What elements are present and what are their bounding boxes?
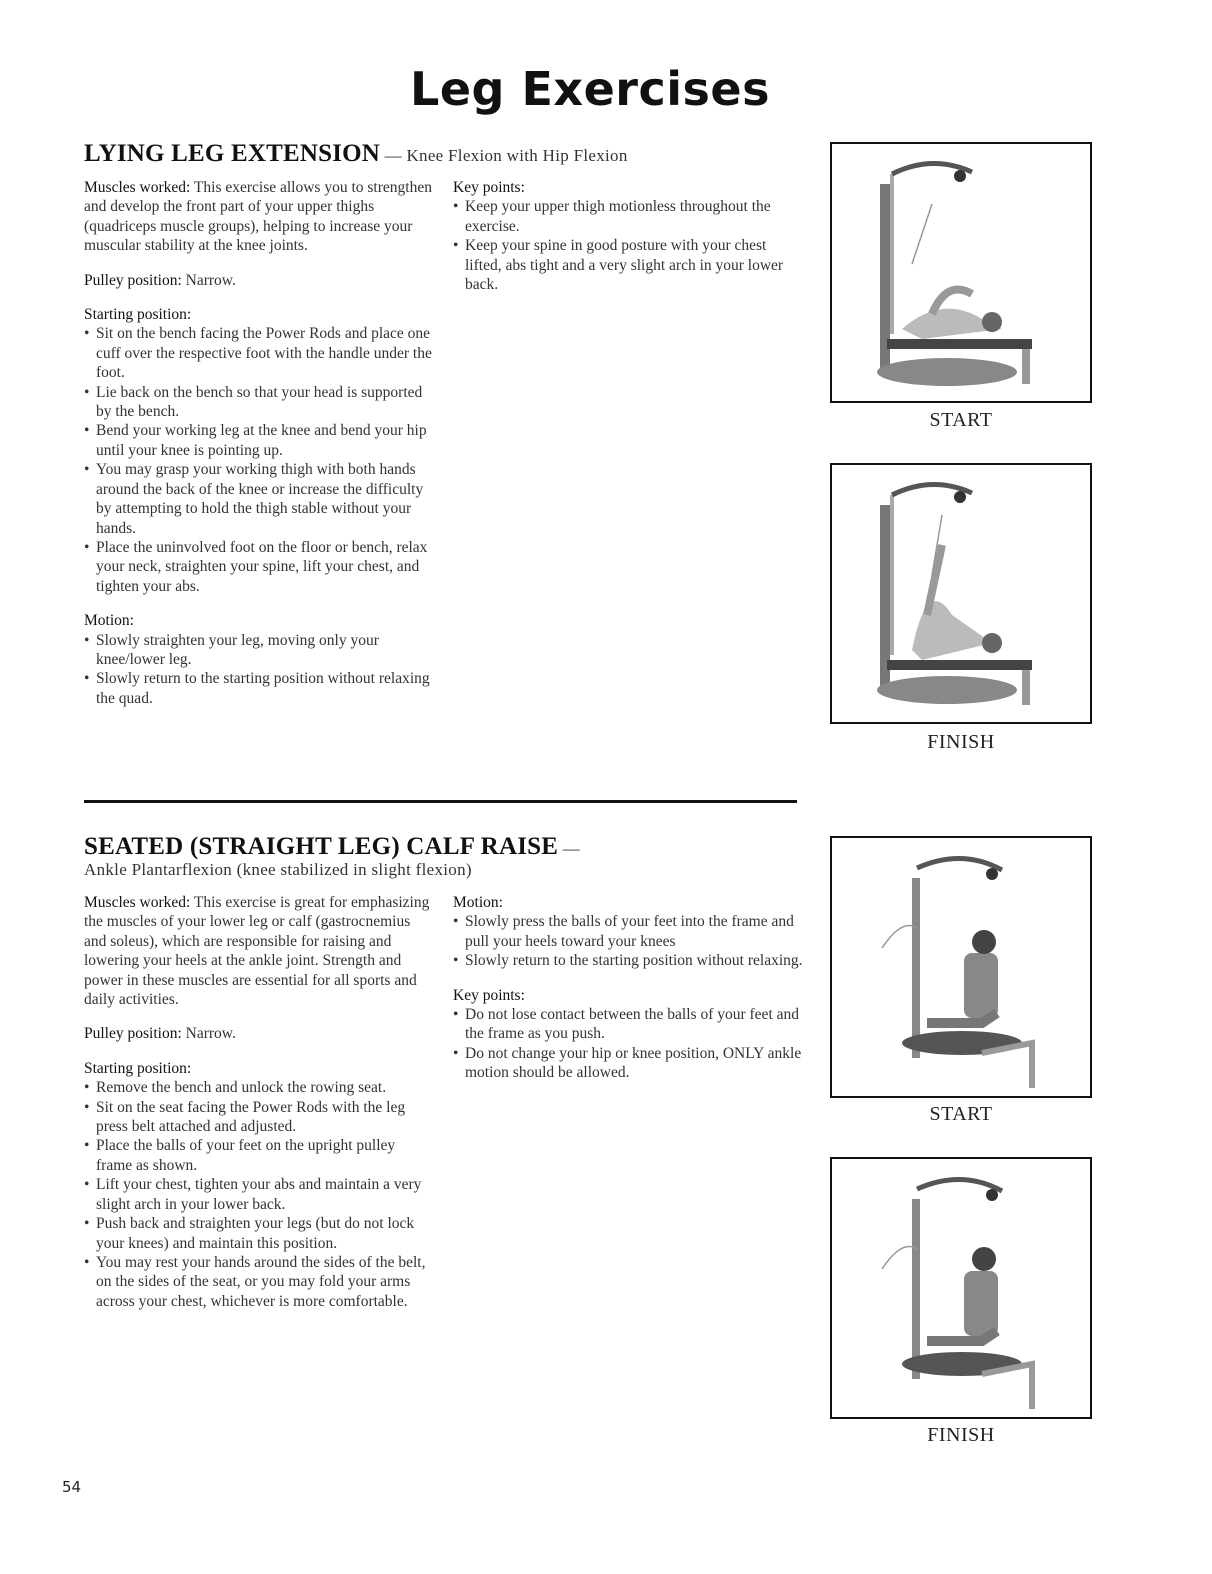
lying-right-column [453,178,793,309]
list-item: • Place the balls of your feet on the upright pulley frame as shown. [84,1136,434,1175]
calf-starting-label: Starting position: [84,1059,192,1077]
list-item: • Slowly return to the starting position without relaxing the quad. [84,669,434,708]
list-item: • Do not change your hip or knee position, ONLY ankle motion should be allowed. [453,1044,803,1083]
list-item: • Do not lose contact between the balls of your feet and the frame as you push. [453,1005,803,1044]
calf-pulley-value: Narrow. [181,1025,236,1043]
lying-muscles-paragraph [84,178,434,256]
calf-heading-dash: — [558,839,580,858]
lying-motion-label: Motion: [84,612,134,630]
calf-starting-list [84,1078,434,1311]
calf-left-column [84,893,434,1326]
calf-muscles-text: This exercise is great for emphasizing the muscles of your lower leg or calf (gastrocnemius and soleus), which are responsible for raising and lowering your heels at the ankle joint. Strength and power in these muscles are essential for all sports and daily activities. [84,894,430,1009]
lying-motion-list [84,631,434,709]
calf-motion-label: Motion: [453,894,503,911]
lying-start-photo [830,142,1092,403]
list-item: • Remove the bench and unlock the rowing seat. [84,1078,434,1097]
calf-pulley-label: Pulley position: [84,1025,182,1043]
lying-heading-dash: — [380,146,407,165]
lying-muscles-text: This exercise allows you to strengthen and develop the front part of your upper thighs (quadriceps muscle groups), helping to increase your muscular stability at the knee joints. [84,179,432,255]
lying-finish-illustration [832,465,1090,722]
lying-subtitle: Knee Flexion with Hip Flexion [406,146,628,165]
list-item: • Place the uninvolved foot on the floor or bench, relax your neck, straighten your spine, lift your chest, and tighten your abs. [84,538,434,596]
calf-start-photo [830,836,1092,1098]
lying-pulley-paragraph [84,271,434,290]
list-item: • You may grasp your working thigh with both hands around the back of the knee or increase the difficulty by attempting to hold the thigh stable without your hands. [84,460,434,538]
lying-start-illustration [832,144,1090,401]
lying-start-caption: START [929,409,993,431]
list-item: • Push back and straighten your legs (but do not lock your knees) and maintain this position. [84,1214,434,1253]
calf-section-heading [84,833,580,863]
calf-motion-list [453,912,803,970]
calf-pulley-paragraph [84,1024,434,1043]
calf-key-list [453,1005,803,1083]
lying-pulley-label: Pulley position: [84,271,182,289]
lying-muscles-label: Muscles worked: [84,179,191,196]
page-number: 54 [62,1478,82,1496]
calf-key-label: Key points: [453,986,525,1004]
list-item: • You may rest your hands around the sides of the belt, on the sides of the seat, or you may fold your arms across your chest, whichever is more comfortable. [84,1253,434,1311]
calf-finish-illustration [832,1159,1090,1417]
list-item: • Keep your upper thigh motionless throughout the exercise. [453,197,793,236]
calf-start-illustration [832,838,1090,1096]
page-title: Leg Exercises [410,62,770,116]
calf-finish-caption: FINISH [927,1424,995,1446]
lying-key-list [453,197,793,294]
list-item: • Bend your working leg at the knee and bend your hip until your knee is pointing up. [84,421,434,460]
calf-muscles-paragraph [84,893,434,1009]
list-item: • Lie back on the bench so that your head is supported by the bench. [84,383,434,422]
list-item: • Lift your chest, tighten your abs and maintain a very slight arch in your lower back. [84,1175,434,1214]
calf-muscles-label: Muscles worked: [84,894,191,911]
lying-heading: LYING LEG EXTENSION [84,140,381,167]
list-item: • Slowly straighten your leg, moving only your knee/lower leg. [84,631,434,670]
lying-starting-list [84,324,434,596]
lying-starting-label: Starting position: [84,306,192,324]
list-item: • Sit on the bench facing the Power Rods and place one cuff over the respective foot with the handle under the foot. [84,324,434,382]
list-item: • Slowly return to the starting position without relaxing. [453,951,803,970]
lying-finish-caption: FINISH [927,731,995,753]
lying-finish-photo [830,463,1092,724]
section-divider [84,800,797,803]
calf-heading: SEATED (STRAIGHT LEG) CALF RAISE [84,833,559,860]
calf-start-caption: START [929,1103,993,1125]
list-item: • Slowly press the balls of your feet into the frame and pull your heels toward your knees [453,912,803,951]
calf-subtitle: Ankle Plantarflexion (knee stabilized in slight flexion) [84,860,472,879]
lying-pulley-value: Narrow. [181,271,236,289]
calf-right-column [453,893,803,1098]
calf-finish-photo [830,1157,1092,1419]
list-item: • Sit on the seat facing the Power Rods with the leg press belt attached and adjusted. [84,1098,434,1137]
list-item: • Keep your spine in good posture with your chest lifted, abs tight and a very slight arch in your lower back. [453,236,793,294]
lying-key-label: Key points: [453,179,525,196]
lying-section-heading [84,140,628,170]
lying-left-column [84,178,434,723]
